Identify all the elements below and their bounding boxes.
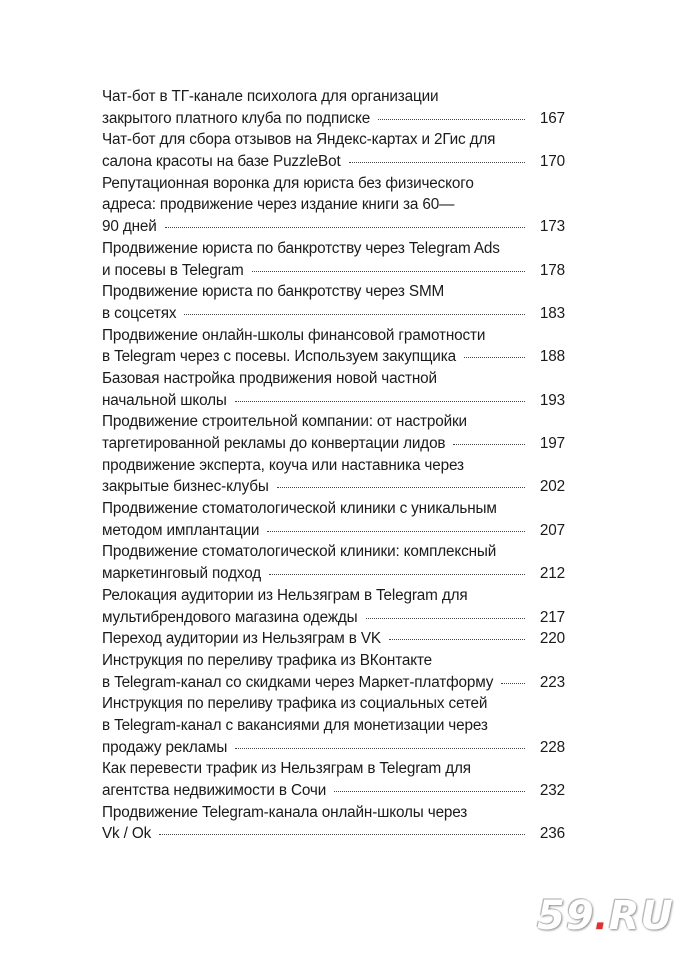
- toc-entry-title: Переход аудитории из Нельзяграм в VK: [102, 630, 381, 648]
- toc-entry-last-line: [102, 672, 565, 694]
- dot-leader: [252, 271, 525, 272]
- toc-entry-line: [102, 758, 565, 780]
- toc-entry-line: [102, 693, 565, 715]
- toc-entry-last-line: [102, 563, 565, 585]
- toc-page-number: 202: [539, 478, 565, 496]
- toc-entry-line: [102, 802, 565, 824]
- toc-entry-title: Релокация аудитории из Нельзяграм в Telegram для: [102, 586, 468, 604]
- dot-leader: [378, 119, 525, 120]
- toc-entry-title: методом имплантации: [102, 521, 260, 539]
- toc-page-number: 217: [539, 608, 565, 626]
- toc-entry[interactable]: [102, 368, 565, 411]
- toc-entry-title: Продвижение онлайн-школы финансовой грамотности: [102, 326, 486, 344]
- toc-entry-title: Базовая настройка продвижения новой частной: [102, 369, 437, 387]
- table-of-contents: [102, 86, 565, 845]
- toc-entry-title: Инструкция по переливу трафика из ВКонтакте: [102, 651, 433, 669]
- toc-page-number: 220: [539, 630, 565, 648]
- toc-page-number: 236: [539, 825, 565, 843]
- watermark-number: 59: [537, 893, 595, 939]
- toc-entry-title: агентства недвижимости в Сочи: [102, 782, 327, 799]
- watermark-domain: RU: [608, 893, 674, 939]
- toc-entry-last-line: [102, 607, 565, 629]
- toc-entry[interactable]: [102, 758, 565, 801]
- toc-page-number: 197: [539, 435, 565, 452]
- toc-entry-title: салона красоты на базе PuzzleBot: [102, 153, 341, 171]
- toc-entry-last-line: [102, 520, 565, 542]
- toc-entry-title: Продвижение юриста по банкротству через SMM: [102, 283, 445, 301]
- toc-page-number: 232: [539, 782, 565, 799]
- toc-entry-title: начальной школы: [102, 391, 227, 409]
- toc-entry[interactable]: [102, 129, 565, 172]
- toc-entry-title: в Telegram-канал со скидками через Маркет-платформу: [102, 673, 494, 691]
- toc-entry-last-line: [102, 216, 565, 238]
- toc-entry[interactable]: [102, 693, 565, 758]
- toc-entry-title: Инструкция по переливу трафика из социальных сетей: [102, 695, 488, 713]
- toc-entry-title: закрытого платного клуба по подписке: [102, 109, 371, 127]
- toc-page-number: 167: [539, 109, 565, 127]
- toc-entry-line: [102, 325, 565, 347]
- toc-entry-line: [102, 281, 565, 303]
- toc-entry-title: Чат-бот в ТГ-канале психолога для организации: [102, 88, 439, 105]
- toc-entry-title: Продвижение стоматологической клиники с уникальным: [102, 500, 497, 518]
- toc-entry-title: закрытые бизнес-клубы: [102, 478, 269, 496]
- dot-leader: [165, 227, 525, 228]
- dot-leader: [159, 834, 525, 835]
- toc-entry-last-line: [102, 476, 565, 498]
- toc-page-number: 228: [539, 738, 565, 756]
- dot-leader: [349, 162, 525, 163]
- toc-page-number: 173: [539, 218, 565, 236]
- toc-entry-line: [102, 585, 565, 607]
- toc-entry-title: Репутационная воронка для юриста без физического: [102, 174, 474, 192]
- watermark-dot: .: [594, 898, 609, 938]
- toc-entry-line: [102, 498, 565, 520]
- toc-entry[interactable]: [102, 628, 565, 650]
- toc-entry[interactable]: [102, 411, 565, 454]
- toc-entry[interactable]: [102, 802, 565, 845]
- toc-entry[interactable]: [102, 173, 565, 238]
- toc-entry[interactable]: [102, 585, 565, 628]
- toc-entry[interactable]: [102, 541, 565, 584]
- dot-leader: [277, 487, 525, 488]
- toc-entry-title: Продвижение юриста по банкротству через Telegram Ads: [102, 239, 500, 257]
- toc-entry-title: таргетированной рекламы до конвертации лидов: [102, 435, 446, 452]
- toc-entry-line: [102, 238, 565, 260]
- dot-leader: [267, 531, 525, 532]
- dot-leader: [235, 401, 525, 402]
- dot-leader: [389, 639, 525, 640]
- dot-leader: [235, 748, 525, 749]
- toc-entry-title: в Telegram-канал с вакансиями для монетизации через: [102, 716, 488, 734]
- toc-entry-title: Продвижение строительной компании: от настройки: [102, 413, 467, 431]
- toc-entry-last-line: [102, 260, 565, 282]
- toc-entry-title: 90 дней: [102, 218, 157, 236]
- toc-entry-line: [102, 650, 565, 672]
- toc-entry-title: в Telegram через с посевы. Используем закупщика: [102, 348, 456, 366]
- dot-leader: [464, 357, 525, 358]
- dot-leader: [269, 574, 525, 575]
- toc-page-number: 183: [539, 304, 565, 322]
- toc-entry[interactable]: [102, 455, 565, 498]
- toc-entry-last-line: [102, 628, 565, 650]
- toc-entry-title: Продвижение стоматологической клиники: комплексный: [102, 543, 497, 561]
- toc-entry[interactable]: [102, 238, 565, 281]
- site-watermark-logo: [537, 893, 674, 939]
- toc-entry-line: [102, 455, 565, 477]
- toc-entry-line: [102, 194, 565, 216]
- toc-entry-last-line: [102, 346, 565, 368]
- toc-entry-title: Продвижение Telegram-канала онлайн-школы через: [102, 803, 468, 821]
- toc-entry-line: [102, 541, 565, 563]
- toc-entry-last-line: [102, 780, 565, 802]
- toc-entry-line: [102, 173, 565, 195]
- toc-entry-title: Как перевести трафик из Нельзяграм в Telegram для: [102, 760, 471, 778]
- dot-leader: [501, 683, 525, 684]
- toc-entry-title: Чат-бот для сбора отзывов на Яндекс-картах и 2Гис для: [102, 131, 496, 149]
- toc-entry-title: Vk / Ok: [102, 825, 152, 843]
- dot-leader: [334, 791, 525, 792]
- toc-entry-line: [102, 129, 565, 151]
- toc-entry-title: маркетинговый подход: [102, 565, 262, 583]
- toc-entry-title: адреса: продвижение через издание книги за 60—: [102, 196, 455, 214]
- dot-leader: [453, 444, 525, 445]
- toc-entry-line: [102, 715, 565, 737]
- toc-page-number: 170: [539, 153, 565, 171]
- toc-page-number: 178: [539, 261, 565, 279]
- toc-entry[interactable]: [102, 650, 565, 693]
- toc-entry-last-line: [102, 823, 565, 845]
- toc-entry[interactable]: [102, 86, 565, 129]
- toc-entry-last-line: [102, 390, 565, 412]
- toc-entry[interactable]: [102, 498, 565, 541]
- toc-page-number: 212: [539, 565, 565, 583]
- toc-entry-line: [102, 411, 565, 433]
- toc-entry-last-line: [102, 108, 565, 130]
- toc-entry-title: мультибрендового магазина одежды: [102, 608, 358, 626]
- toc-entry-title: и посевы в Telegram: [102, 261, 244, 279]
- toc-entry-line: [102, 368, 565, 390]
- toc-entry-line: [102, 86, 565, 108]
- toc-entry[interactable]: [102, 325, 565, 368]
- toc-entry-title: продвижение эксперта, коуча или наставника через: [102, 456, 464, 474]
- dot-leader: [366, 618, 525, 619]
- toc-entry-last-line: [102, 151, 565, 173]
- toc-page-number: 207: [539, 521, 565, 539]
- toc-page-number: 188: [539, 348, 565, 366]
- toc-page-number: 193: [539, 391, 565, 409]
- toc-entry[interactable]: [102, 281, 565, 324]
- toc-entry-title: в соцсетях: [102, 304, 177, 322]
- toc-entry-last-line: [102, 737, 565, 759]
- dot-leader: [184, 314, 525, 315]
- toc-entry-title: продажу рекламы: [102, 738, 228, 756]
- toc-page-number: 223: [539, 673, 565, 691]
- toc-entry-last-line: [102, 433, 565, 455]
- toc-entry-last-line: [102, 303, 565, 325]
